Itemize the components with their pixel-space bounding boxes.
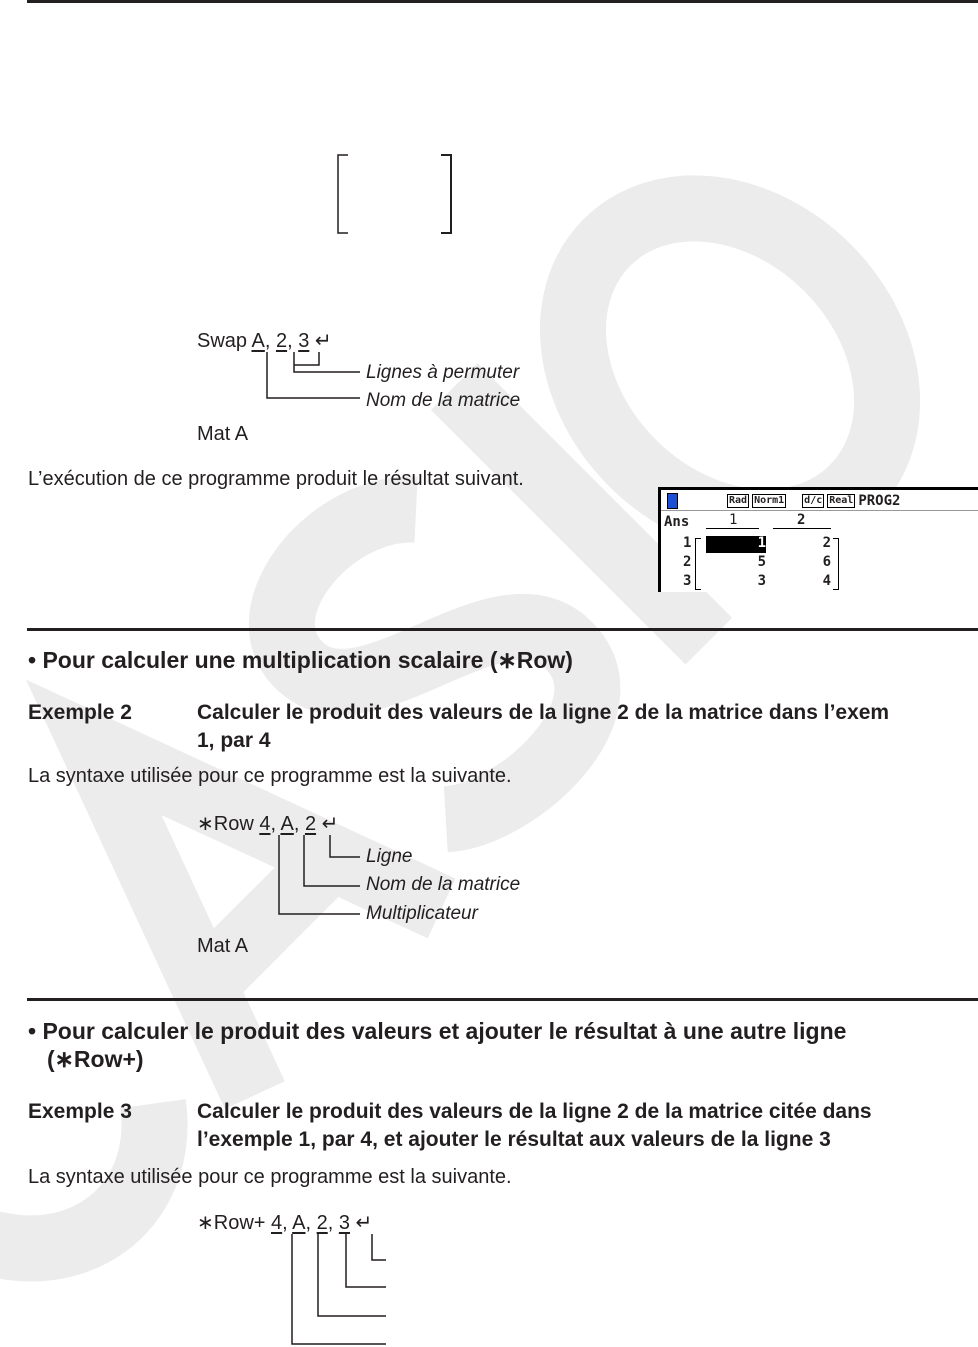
multiplier-arg: 4 — [271, 1212, 283, 1234]
label-row: Ligne — [366, 846, 413, 867]
enter-icon: ↵ — [309, 330, 332, 352]
cell: 2 — [822, 535, 831, 551]
syntax-text: La syntaxe utilisée pour ce programme est la suivante. — [28, 1166, 512, 1188]
status-tags — [727, 493, 900, 509]
separator: , — [264, 330, 276, 352]
label-multiplier: Multiplicateur — [366, 903, 478, 924]
label-matrix: Nom de la matrice — [366, 390, 521, 411]
mat-a-line: Mat A — [197, 935, 249, 957]
calculator-screen — [658, 487, 978, 592]
row-arg: 2 — [316, 1212, 328, 1234]
mat-a-line: Mat A — [197, 423, 249, 445]
matrix-arg: A — [292, 1212, 306, 1234]
label-matrix: Nom de la matrice — [366, 874, 521, 895]
row-header: 3 — [683, 573, 692, 589]
section-rule — [27, 628, 978, 631]
row-headers — [683, 534, 691, 591]
example-3-text: Calculer le produit des valeurs de la ligne 2 de la matrice citée dans — [197, 1100, 872, 1123]
row-header: 2 — [683, 554, 692, 570]
section-heading-rowplus: • Pour calculer le produit des valeurs et ajouter le résultat à une autre ligne — [28, 1018, 847, 1044]
matrix-col-2 — [771, 534, 831, 591]
status-tag: d/c — [804, 495, 823, 506]
separator: , — [287, 330, 299, 352]
separator: , — [270, 813, 281, 835]
selected-cell[interactable]: 1 — [757, 535, 766, 551]
program-title: PROG2 — [858, 493, 901, 509]
cell: 6 — [822, 554, 831, 570]
syntax-text: La syntaxe utilisée pour ce programme est la suivante. — [28, 765, 512, 787]
result-text: L’exécution de ce programme produit le résultat suivant. — [28, 468, 524, 490]
example-2-text-cont: 1, par 4 — [197, 729, 271, 752]
col-header: 1 — [729, 512, 738, 528]
row-arg: 2 — [275, 330, 288, 352]
example-2-label: Exemple 2 — [28, 701, 132, 724]
section-heading-rowplus-cont: (∗Row+) — [47, 1046, 144, 1072]
command-keyword: Swap — [197, 330, 252, 352]
cell: 5 — [757, 554, 766, 570]
command-keyword: ∗Row+ — [197, 1212, 272, 1234]
section-rule — [27, 998, 978, 1001]
col-header: 2 — [797, 512, 806, 528]
label-rows: Lignes à permuter — [366, 362, 520, 383]
multiplier-arg: 4 — [259, 813, 271, 835]
matrix-arg: A — [280, 813, 294, 835]
status-tag: Rad — [729, 495, 748, 506]
separator: , — [327, 1212, 339, 1234]
battery-icon — [667, 493, 678, 509]
status-tag: Real — [829, 495, 854, 506]
example-2-text: Calculer le produit des valeurs de la ligne 2 de la matrice dans l’exem — [197, 701, 890, 724]
enter-icon: ↵ — [350, 1212, 373, 1234]
heading-text: Pour calculer une multiplication scalaire (∗Row) — [42, 647, 573, 673]
cell: 4 — [822, 573, 831, 589]
row-arg: 3 — [338, 1212, 350, 1234]
heading-text: Pour calculer le produit des valeurs et ajouter le résultat à une autre ligne — [42, 1018, 847, 1044]
row-command-line — [197, 811, 338, 836]
row-header: 1 — [683, 535, 692, 551]
command-keyword: ∗Row — [197, 813, 260, 835]
example-3-label: Exemple 3 — [28, 1100, 132, 1123]
row-arg: 3 — [298, 330, 310, 352]
row-arg: 2 — [304, 813, 317, 835]
separator: , — [282, 1212, 293, 1234]
example-3-text-cont: l’exemple 1, par 4, et ajouter le résultat aux valeurs de la ligne 3 — [197, 1128, 831, 1151]
rowplus-command-line — [197, 1210, 372, 1235]
status-tag: Norm1 — [754, 495, 785, 506]
section-heading-row: • Pour calculer une multiplication scalaire (∗Row) — [28, 647, 573, 673]
enter-icon: ↵ — [316, 813, 339, 835]
ans-label: Ans — [664, 514, 690, 530]
swap-command-line — [197, 328, 332, 353]
separator: , — [305, 1212, 317, 1234]
cell: 3 — [757, 573, 766, 589]
matrix-arg: A — [251, 330, 265, 352]
separator: , — [293, 813, 305, 835]
matrix-col-1 — [706, 534, 766, 591]
